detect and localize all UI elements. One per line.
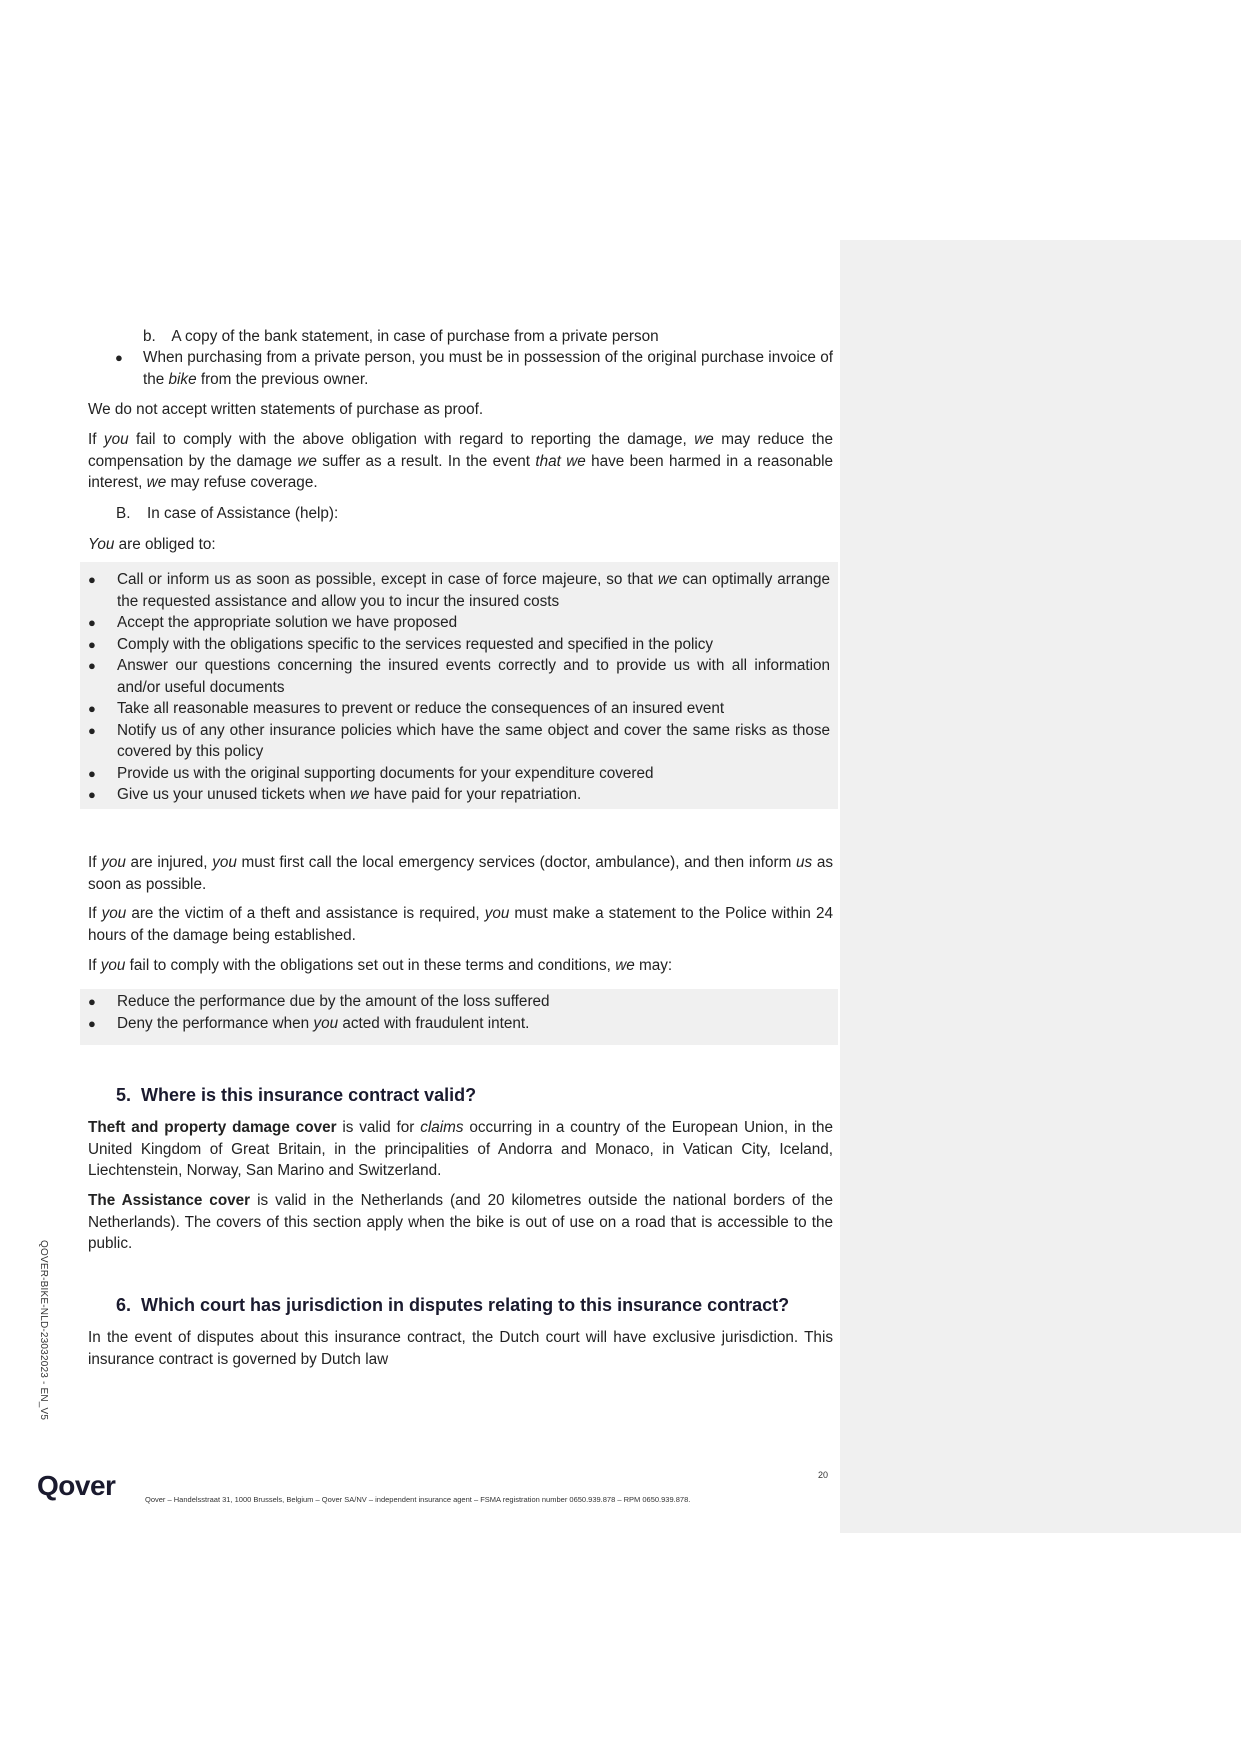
section-number: 5. [116,1085,132,1105]
page-number: 20 [818,1470,829,1480]
section-5-theft-paragraph: Theft and property damage cover is valid for claims occurring in a country of the European Union, in the United Kingdom of Great Britain, in the principalities of Andorra and Monaco, in Vatican City, Iceland, Liechtenstein, Norway, San Marino and Switzerland. [88,1119,833,1179]
heading-marker: B. [116,505,131,522]
bullet-text: Take all reasonable measures to prevent or reduce the consequences of an insured event [117,700,725,717]
bullet-text: Reduce the performance due by the amount of the loss suffered [117,993,550,1010]
section-title: Which court has jurisdiction in disputes relating to this insurance contract? [141,1295,790,1315]
comment-pane [840,240,1241,1533]
section-title: Where is this insurance contract valid? [141,1085,477,1105]
bullet-icon: ● [88,615,96,630]
bullet-icon: ● [88,658,96,673]
list-item-b [143,326,833,348]
bullet-text: Comply with the obligations specific to the services requested and specified in the policy [117,635,714,653]
qover-logo: Qover [37,1470,116,1501]
footer-address: Qover – Handelsstraat 31, 1000 Brussels, Belgium – Qover SA/NV – independent insurance agent – FSMA registration number 0650.939.878 – RPM 0650.939.878. [145,1495,691,1504]
bullet-text-line1: When purchasing from a private person, you must be in possession of the original purchase invoice of [143,349,833,366]
noncompliance-terms-paragraph: If you fail to comply with the obligations set out in these terms and conditions, we may: [88,957,673,974]
bullet-icon: ● [88,636,96,652]
bullet-text: Give us your unused tickets when we have paid for your repatriation. [117,786,582,803]
bullet-text: Provide us with the original supporting documents for your expenditure covered [117,764,654,782]
bullet-text: Notify us of any other insurance policies which have the same object and cover the same risks as those covered by this policy [117,721,830,760]
no-written-statements: We do not accept written statements of purchase as proof. [88,401,484,418]
bullet-text: Answer our questions concerning the insured events correctly and to provide us with all information and/or useful documents [117,657,830,696]
bullet-icon: ● [115,350,123,365]
assistance-heading [116,503,816,525]
heading-text: In case of Assistance (help): [146,505,339,522]
injured-paragraph: If you are injured, you must first call the local emergency services (doctor, ambulance), and then inform us as soon as possible. [88,854,834,893]
bullet-icon: ● [88,701,96,716]
bullet-icon: ● [88,765,96,781]
section-5-assistance-paragraph: The Assistance cover is valid in the Netherlands (and 20 kilometres outside the national borders of the Netherlands). The covers of this section apply when the bike is out of use on a road that is accessible to the public. [88,1192,833,1252]
bullet-icon: ● [88,994,96,1009]
section-number: 6. [116,1295,132,1315]
bullet-text: Accept the appropriate solution we have proposed [117,614,458,631]
list-item-text: A copy of the bank statement, in case of purchase from a private person [171,328,659,345]
bullet-text: Call or inform us as soon as possible, except in case of force majeure, so that we can optimally arrange the requested assistance and allow you to incur the insured costs [117,571,831,610]
obliged-intro: You are obliged to: [88,536,216,553]
bullet-icon: ● [88,572,96,587]
bullet-text-line2: the bike from the previous owner. [143,370,369,388]
bullet-icon: ● [88,787,96,802]
section-6-heading [116,1295,789,1316]
section-5-heading [116,1085,476,1106]
document-reference: QOVER-BIKE-NLD-23032023 - EN_V5 [38,1240,49,1421]
theft-paragraph: If you are the victim of a theft and assistance is required, you must make a statement to the Police within 24 hours of the damage being established. [88,905,833,944]
noncompliance-damage-paragraph: If you fail to comply with the above obligation with regard to reporting the damage, we may reduce the compensation by the damage we suffer as a result. In the event that we have been harmed in a reasonable interest, we may refuse coverage. [88,431,833,491]
list-marker: b. [143,328,156,345]
bullet-icon: ● [88,1015,96,1031]
bullet-icon: ● [88,722,96,738]
section-6-paragraph: In the event of disputes about this insurance contract, the Dutch court will have exclusive jurisdiction. This insurance contract is governed by Dutch law [88,1329,833,1368]
bullet-text: Deny the performance when you acted with fraudulent intent. [117,1014,530,1032]
